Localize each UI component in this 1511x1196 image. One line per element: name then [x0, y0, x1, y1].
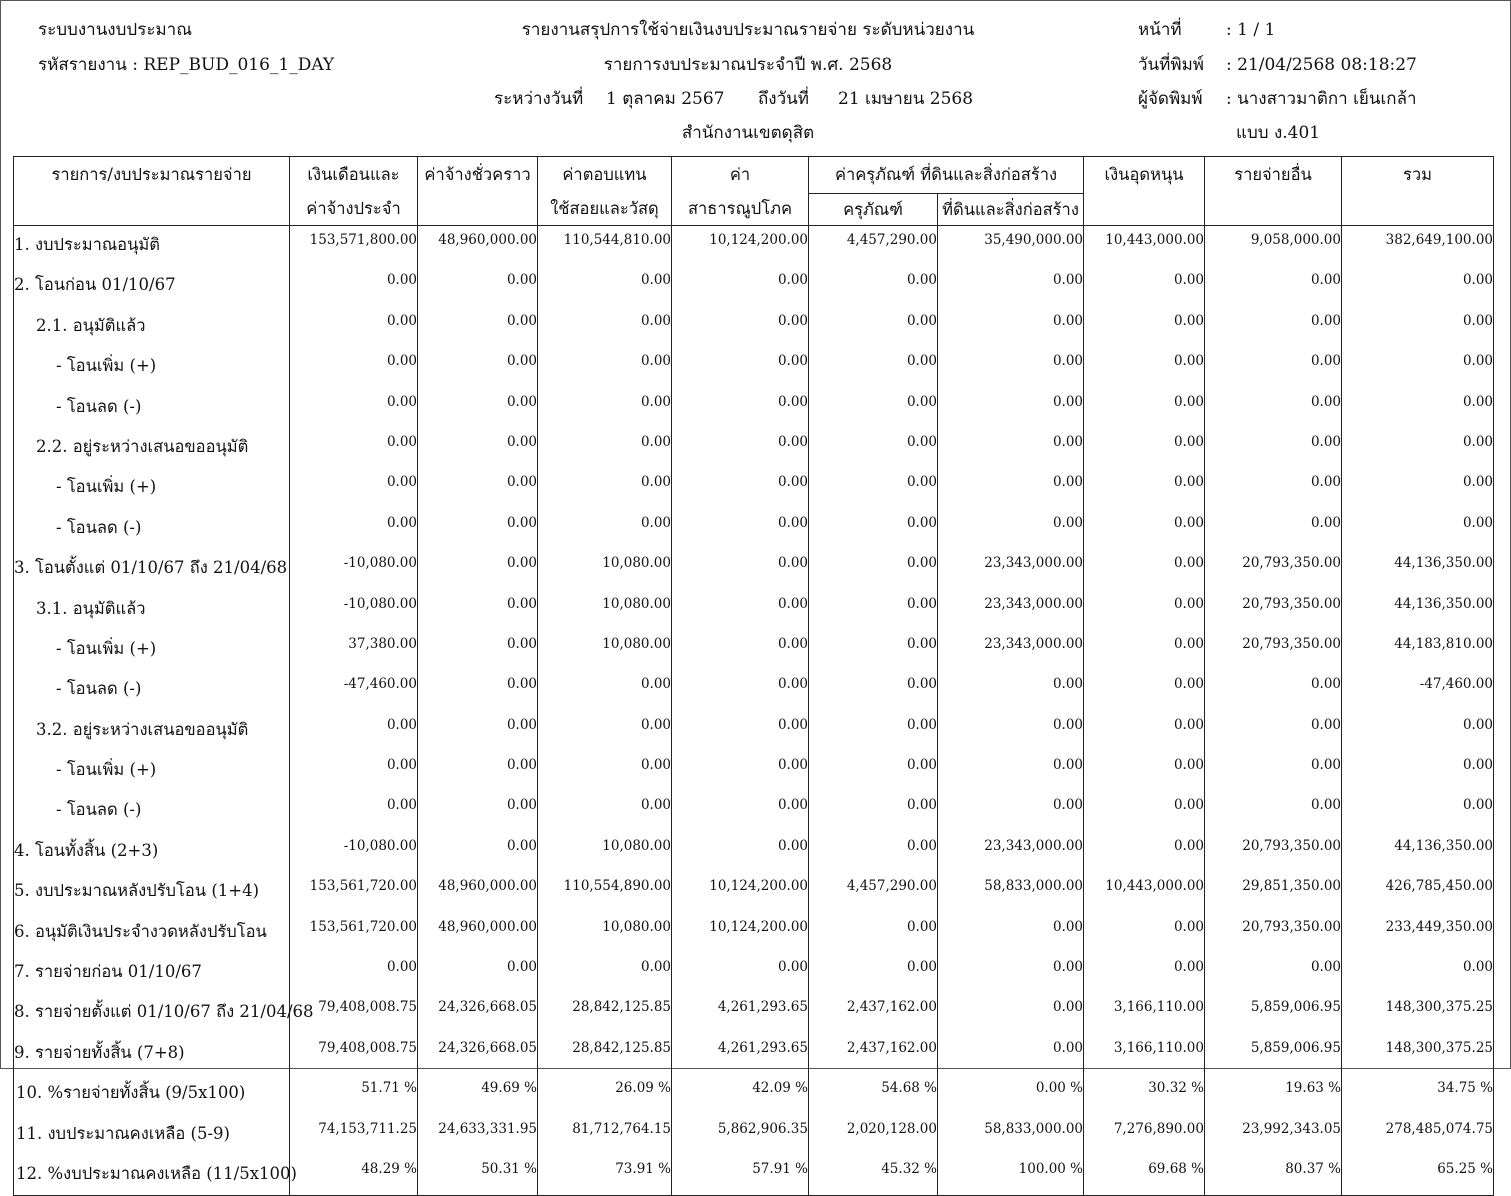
- table-row: [14, 266, 1494, 306]
- col-utilities-line1: ค่า: [729, 165, 751, 184]
- row-label: 9. รายจ่ายทั้งสิ้น (7+8): [14, 1034, 290, 1074]
- table-row: [14, 307, 1494, 347]
- row-label: 1. งบประมาณอนุมัติ: [14, 226, 290, 267]
- cell-value: 0.00: [809, 347, 938, 387]
- row-label: 2.2. อยู่ระหว่างเสนอขออนุมัติ: [14, 428, 290, 468]
- row-label: 2. โอนก่อน 01/10/67: [14, 266, 290, 306]
- cell-value: 0.00: [809, 791, 938, 831]
- cell-value: 0.00: [290, 953, 418, 993]
- cell-value: 0.00: [290, 307, 418, 347]
- cell-value: 0.00: [418, 791, 538, 831]
- cell-value: 58,833,000.00: [938, 1115, 1084, 1155]
- cell-value: 0.00: [938, 307, 1084, 347]
- cell-value: 0.00: [1084, 791, 1205, 831]
- cell-value: 0.00: [938, 791, 1084, 831]
- cell-value: 0.00: [809, 388, 938, 428]
- table-row: [14, 388, 1494, 428]
- cell-value: 73.91 %: [538, 1155, 672, 1196]
- row-label: - โอนลด (-): [14, 509, 290, 549]
- cell-value: 426,785,450.00: [1342, 872, 1494, 912]
- cell-value: -47,460.00: [290, 670, 418, 710]
- cell-value: 0.00: [1084, 509, 1205, 549]
- cell-value: 2,437,162.00: [809, 993, 938, 1033]
- cell-value: 0.00: [672, 266, 809, 306]
- cell-value: 0.00: [809, 670, 938, 710]
- table-row: [14, 1155, 1494, 1196]
- cell-value: 0.00: [418, 428, 538, 468]
- cell-value: 0.00: [1342, 428, 1494, 468]
- cell-value: 0.00: [1205, 670, 1342, 710]
- cell-value: 0.00: [418, 468, 538, 508]
- row-label: 8. รายจ่ายตั้งแต่ 01/10/67 ถึง 21/04/68: [14, 993, 290, 1033]
- cell-value: 0.00: [938, 347, 1084, 387]
- cell-value: 0.00: [290, 388, 418, 428]
- cell-value: 10,080.00: [538, 590, 672, 630]
- cell-value: 0.00: [809, 711, 938, 751]
- row-label: - โอนเพิ่ม (+): [14, 347, 290, 387]
- cell-value: 0.00: [809, 509, 938, 549]
- cell-value: 0.00: [418, 630, 538, 670]
- row-label: 10. %รายจ่ายทั้งสิ้น (9/5x100): [14, 1074, 290, 1114]
- cell-value: 0.00: [290, 428, 418, 468]
- cell-value: 0.00: [290, 791, 418, 831]
- cell-value: 0.00: [290, 266, 418, 306]
- cell-value: 2,437,162.00: [809, 1034, 938, 1074]
- row-label: 12. %งบประมาณคงเหลือ (11/5x100): [14, 1155, 290, 1196]
- cell-value: 50.31 %: [418, 1155, 538, 1196]
- system-name: ระบบงานงบประมาณ: [38, 20, 192, 40]
- cell-value: 0.00: [1342, 953, 1494, 993]
- col-utilities: [672, 157, 809, 226]
- cell-value: 0.00 %: [938, 1074, 1084, 1114]
- table-body: [14, 226, 1494, 1196]
- cell-value: 0.00: [1205, 307, 1342, 347]
- cell-value: 0.00: [809, 468, 938, 508]
- cell-value: 0.00: [418, 347, 538, 387]
- cell-value: 0.00: [538, 791, 672, 831]
- col-temp-wage: ค่าจ้างชั่วคราว: [418, 157, 538, 226]
- cell-value: 2,020,128.00: [809, 1115, 938, 1155]
- cell-value: 0.00: [1342, 266, 1494, 306]
- cell-value: 0.00: [418, 953, 538, 993]
- cell-value: 0.00: [938, 993, 1084, 1033]
- cell-value: 0.00: [672, 711, 809, 751]
- col-other: รายจ่ายอื่น: [1205, 157, 1342, 226]
- cell-value: 0.00: [538, 266, 672, 306]
- cell-value: 10,124,200.00: [672, 913, 809, 953]
- cell-value: 69.68 %: [1084, 1155, 1205, 1196]
- row-label: - โอนลด (-): [14, 791, 290, 831]
- cell-value: 10,443,000.00: [1084, 226, 1205, 267]
- cell-value: 26.09 %: [538, 1074, 672, 1114]
- cell-value: -10,080.00: [290, 549, 418, 589]
- cell-value: 0.00: [938, 1034, 1084, 1074]
- cell-value: 28,842,125.85: [538, 1034, 672, 1074]
- cell-value: 110,544,810.00: [538, 226, 672, 267]
- cell-value: -47,460.00: [1342, 670, 1494, 710]
- table-row: [14, 953, 1494, 993]
- cell-value: 0.00: [672, 791, 809, 831]
- cell-value: 0.00: [1084, 913, 1205, 953]
- cell-value: 10,080.00: [538, 630, 672, 670]
- cell-value: 23,343,000.00: [938, 590, 1084, 630]
- cell-value: 0.00: [1084, 388, 1205, 428]
- cell-value: 0.00: [538, 307, 672, 347]
- cell-value: 20,793,350.00: [1205, 913, 1342, 953]
- cell-value: 0.00: [418, 670, 538, 710]
- report-title: รายงานสรุปการใช้จ่ายเงินงบประมาณรายจ่าย ระดับหน่วยงาน: [521, 20, 975, 40]
- cell-value: 0.00: [809, 307, 938, 347]
- row-label: 2.1. อนุมัติแล้ว: [14, 307, 290, 347]
- cell-value: 0.00: [938, 509, 1084, 549]
- table-row: [14, 347, 1494, 387]
- cell-value: 148,300,375.25: [1342, 993, 1494, 1033]
- cell-value: 0.00: [1205, 428, 1342, 468]
- row-label: - โอนเพิ่ม (+): [14, 468, 290, 508]
- cell-value: 0.00: [1084, 347, 1205, 387]
- cell-value: 153,561,720.00: [290, 913, 418, 953]
- cell-value: 0.00: [418, 509, 538, 549]
- cell-value: 0.00: [809, 590, 938, 630]
- table-row: [14, 832, 1494, 872]
- cell-value: 0.00: [672, 630, 809, 670]
- report-code: รหัสรายงาน : REP_BUD_016_1_DAY: [38, 55, 335, 75]
- cell-value: 48,960,000.00: [418, 872, 538, 912]
- col-land: ที่ดินและสิ่งก่อสร้าง: [938, 194, 1084, 226]
- cell-value: 10,080.00: [538, 913, 672, 953]
- cell-value: 0.00: [538, 711, 672, 751]
- cell-value: 0.00: [418, 549, 538, 589]
- cell-value: 44,136,350.00: [1342, 590, 1494, 630]
- cell-value: 0.00: [938, 388, 1084, 428]
- cell-value: 23,343,000.00: [938, 832, 1084, 872]
- cell-value: 0.00: [538, 953, 672, 993]
- report-subtitle: รายการงบประมาณประจำปี พ.ศ. 2568: [603, 55, 893, 75]
- row-label: - โอนลด (-): [14, 388, 290, 428]
- cell-value: 24,326,668.05: [418, 1034, 538, 1074]
- cell-value: 0.00: [1342, 388, 1494, 428]
- cell-value: 0.00: [672, 751, 809, 791]
- cell-value: 0.00: [809, 630, 938, 670]
- cell-value: 0.00: [1205, 388, 1342, 428]
- cell-value: 0.00: [418, 590, 538, 630]
- row-label: - โอนเพิ่ม (+): [14, 751, 290, 791]
- cell-value: 23,343,000.00: [938, 549, 1084, 589]
- cell-value: 5,859,006.95: [1205, 993, 1342, 1033]
- cell-value: 0.00: [538, 347, 672, 387]
- cell-value: 0.00: [809, 913, 938, 953]
- cell-value: 57.91 %: [672, 1155, 809, 1196]
- cell-value: 10,124,200.00: [672, 872, 809, 912]
- cell-value: 0.00: [1084, 630, 1205, 670]
- cell-value: 20,793,350.00: [1205, 549, 1342, 589]
- cell-value: 0.00: [1205, 468, 1342, 508]
- cell-value: 4,457,290.00: [809, 226, 938, 267]
- cell-value: 42.09 %: [672, 1074, 809, 1114]
- cell-value: 0.00: [418, 711, 538, 751]
- cell-value: 0.00: [1084, 832, 1205, 872]
- cell-value: 0.00: [290, 751, 418, 791]
- cell-value: 79,408,008.75: [290, 1034, 418, 1074]
- col-total: รวม: [1342, 157, 1494, 226]
- cell-value: 278,485,074.75: [1342, 1115, 1494, 1155]
- cell-value: 0.00: [418, 388, 538, 428]
- cell-value: 81,712,764.15: [538, 1115, 672, 1155]
- cell-value: 0.00: [938, 468, 1084, 508]
- cell-value: 49.69 %: [418, 1074, 538, 1114]
- cell-value: 0.00: [1342, 711, 1494, 751]
- cell-value: 110,554,890.00: [538, 872, 672, 912]
- cell-value: 0.00: [938, 428, 1084, 468]
- col-salary: [290, 157, 418, 226]
- row-label: 5. งบประมาณหลังปรับโอน (1+4): [14, 872, 290, 912]
- cell-value: 0.00: [1205, 711, 1342, 751]
- cell-value: 0.00: [809, 953, 938, 993]
- cell-value: 0.00: [672, 953, 809, 993]
- cell-value: 10,080.00: [538, 549, 672, 589]
- col-utilities-line2: สาธารณูปโภค: [687, 199, 793, 218]
- row-label: 7. รายจ่ายก่อน 01/10/67: [14, 953, 290, 993]
- cell-value: 0.00: [1084, 751, 1205, 791]
- table-row: [14, 1034, 1494, 1074]
- cell-value: 0.00: [1084, 549, 1205, 589]
- cell-value: 0.00: [1342, 468, 1494, 508]
- cell-value: 0.00: [938, 913, 1084, 953]
- cell-value: 0.00: [1342, 791, 1494, 831]
- table-row: [14, 590, 1494, 630]
- budget-table: [13, 156, 1494, 1196]
- cell-value: 0.00: [672, 509, 809, 549]
- cell-value: 28,842,125.85: [538, 993, 672, 1033]
- col-subsidy: เงินอุดหนุน: [1084, 157, 1205, 226]
- table-row: [14, 913, 1494, 953]
- cell-value: 0.00: [938, 670, 1084, 710]
- cell-value: 48,960,000.00: [418, 226, 538, 267]
- cell-value: 0.00: [672, 590, 809, 630]
- table-row: [14, 468, 1494, 508]
- cell-value: 0.00: [809, 549, 938, 589]
- cell-value: 35,490,000.00: [938, 226, 1084, 267]
- cell-value: 23,992,343.05: [1205, 1115, 1342, 1155]
- cell-value: 0.00: [672, 307, 809, 347]
- cell-value: 0.00: [1205, 509, 1342, 549]
- cell-value: 0.00: [672, 832, 809, 872]
- cell-value: 0.00: [1205, 751, 1342, 791]
- cell-value: 20,793,350.00: [1205, 630, 1342, 670]
- table-row: [14, 670, 1494, 710]
- period-from: 1 ตุลาคม 2567: [606, 89, 725, 109]
- table-row: [14, 791, 1494, 831]
- table-row: [14, 751, 1494, 791]
- row-label: 6. อนุมัติเงินประจำงวดหลังปรับโอน: [14, 913, 290, 953]
- cell-value: 0.00: [418, 266, 538, 306]
- cell-value: -10,080.00: [290, 590, 418, 630]
- cell-value: 0.00: [418, 751, 538, 791]
- page-label: หน้าที่: [1138, 20, 1182, 40]
- col-salary-line1: เงินเดือนและ: [307, 165, 400, 184]
- cell-value: 0.00: [1084, 670, 1205, 710]
- cell-value: 51.71 %: [290, 1074, 418, 1114]
- table-row: [14, 428, 1494, 468]
- cell-value: 4,261,293.65: [672, 993, 809, 1033]
- cell-value: 0.00: [809, 832, 938, 872]
- cell-value: 0.00: [672, 347, 809, 387]
- office-name: สำนักงานเขตดุสิต: [681, 123, 815, 143]
- cell-value: 0.00: [809, 428, 938, 468]
- cell-value: 10,080.00: [538, 832, 672, 872]
- cell-value: 0.00: [672, 428, 809, 468]
- row-label: - โอนลด (-): [14, 670, 290, 710]
- cell-value: 0.00: [290, 509, 418, 549]
- cell-value: 44,183,810.00: [1342, 630, 1494, 670]
- cell-value: 0.00: [1342, 307, 1494, 347]
- cell-value: 0.00: [938, 266, 1084, 306]
- row-label: 3.1. อนุมัติแล้ว: [14, 590, 290, 630]
- cell-value: 54.68 %: [809, 1074, 938, 1114]
- cell-value: 0.00: [672, 468, 809, 508]
- table-row: [14, 226, 1494, 267]
- cell-value: 0.00: [538, 509, 672, 549]
- cell-value: 44,136,350.00: [1342, 832, 1494, 872]
- cell-value: 0.00: [672, 549, 809, 589]
- table-row: [14, 630, 1494, 670]
- cell-value: 0.00: [1084, 953, 1205, 993]
- cell-value: 58,833,000.00: [938, 872, 1084, 912]
- cell-value: 24,633,331.95: [418, 1115, 538, 1155]
- cell-value: 100.00 %: [938, 1155, 1084, 1196]
- cell-value: 45.32 %: [809, 1155, 938, 1196]
- cell-value: 4,261,293.65: [672, 1034, 809, 1074]
- col-capital-group: ค่าครุภัณฑ์ ที่ดินและสิ่งก่อสร้าง: [809, 157, 1084, 194]
- cell-value: 0.00: [1342, 347, 1494, 387]
- cell-value: 10,443,000.00: [1084, 872, 1205, 912]
- cell-value: 0.00: [538, 468, 672, 508]
- col-compensation-line2: ใช้สอยและวัสดุ: [550, 199, 659, 218]
- cell-value: 0.00: [938, 751, 1084, 791]
- cell-value: 0.00: [938, 711, 1084, 751]
- cell-value: 0.00: [1205, 347, 1342, 387]
- row-label: 11. งบประมาณคงเหลือ (5-9): [14, 1115, 290, 1155]
- cell-value: 48.29 %: [290, 1155, 418, 1196]
- table-row: [14, 509, 1494, 549]
- cell-value: 0.00: [1084, 266, 1205, 306]
- cell-value: 0.00: [672, 388, 809, 428]
- cell-value: 0.00: [290, 711, 418, 751]
- form-code: แบบ ง.401: [1236, 123, 1321, 143]
- cell-value: 37,380.00: [290, 630, 418, 670]
- cell-value: 0.00: [1342, 509, 1494, 549]
- cell-value: 0.00: [538, 428, 672, 468]
- col-compensation: [538, 157, 672, 226]
- cell-value: 20,793,350.00: [1205, 832, 1342, 872]
- cell-value: 29,851,350.00: [1205, 872, 1342, 912]
- cell-value: 5,862,906.35: [672, 1115, 809, 1155]
- cell-value: 3,166,110.00: [1084, 1034, 1205, 1074]
- printed-by: : นางสาวมาติกา เย็นเกล้า: [1226, 89, 1417, 109]
- cell-value: 44,136,350.00: [1342, 549, 1494, 589]
- cell-value: 7,276,890.00: [1084, 1115, 1205, 1155]
- table-row: [14, 1074, 1494, 1114]
- cell-value: 30.32 %: [1084, 1074, 1205, 1114]
- table-row: [14, 549, 1494, 589]
- cell-value: 0.00: [938, 953, 1084, 993]
- cell-value: 9,058,000.00: [1205, 226, 1342, 267]
- cell-value: 153,561,720.00: [290, 872, 418, 912]
- cell-value: 74,153,711.25: [290, 1115, 418, 1155]
- cell-value: 0.00: [809, 751, 938, 791]
- cell-value: 0.00: [290, 468, 418, 508]
- cell-value: 0.00: [1084, 428, 1205, 468]
- cell-value: 148,300,375.25: [1342, 1034, 1494, 1074]
- cell-value: 0.00: [538, 388, 672, 428]
- cell-value: 0.00: [1205, 266, 1342, 306]
- cell-value: 23,343,000.00: [938, 630, 1084, 670]
- cell-value: 4,457,290.00: [809, 872, 938, 912]
- period-to: 21 เมษายน 2568: [838, 89, 974, 109]
- cell-value: 24,326,668.05: [418, 993, 538, 1033]
- cell-value: 0.00: [538, 751, 672, 791]
- cell-value: 34.75 %: [1342, 1074, 1494, 1114]
- cell-value: 0.00: [1084, 590, 1205, 630]
- row-label: 3.2. อยู่ระหว่างเสนอขออนุมัติ: [14, 711, 290, 751]
- cell-value: 0.00: [290, 347, 418, 387]
- cell-value: 3,166,110.00: [1084, 993, 1205, 1033]
- print-date-label: วันที่พิมพ์: [1138, 55, 1204, 75]
- cell-value: 0.00: [418, 832, 538, 872]
- cell-value: 0.00: [1205, 791, 1342, 831]
- cell-value: 382,649,100.00: [1342, 226, 1494, 267]
- row-label: 3. โอนตั้งแต่ 01/10/67 ถึง 21/04/68: [14, 549, 290, 589]
- cell-value: 0.00: [1342, 751, 1494, 791]
- cell-value: 5,859,006.95: [1205, 1034, 1342, 1074]
- cell-value: 48,960,000.00: [418, 913, 538, 953]
- row-label: - โอนเพิ่ม (+): [14, 630, 290, 670]
- cell-value: 65.25 %: [1342, 1155, 1494, 1196]
- printed-by-label: ผู้จัดพิมพ์: [1138, 89, 1203, 109]
- cell-value: 19.63 %: [1205, 1074, 1342, 1114]
- cell-value: 0.00: [1084, 307, 1205, 347]
- cell-value: 233,449,350.00: [1342, 913, 1494, 953]
- col-equipment: ครุภัณฑ์: [809, 194, 938, 226]
- table-row: [14, 993, 1494, 1033]
- cell-value: 10,124,200.00: [672, 226, 809, 267]
- table-row: [14, 1115, 1494, 1155]
- cell-value: 79,408,008.75: [290, 993, 418, 1033]
- cell-value: 0.00: [809, 266, 938, 306]
- period-from-label: ระหว่างวันที่: [494, 89, 584, 109]
- cell-value: 0.00: [1084, 468, 1205, 508]
- table-row: [14, 872, 1494, 912]
- cell-value: 0.00: [1084, 711, 1205, 751]
- row-label: 4. โอนทั้งสิ้น (2+3): [14, 832, 290, 872]
- cell-value: 0.00: [672, 670, 809, 710]
- period-to-label: ถึงวันที่: [758, 89, 809, 109]
- page-number: : 1 / 1: [1226, 20, 1276, 40]
- table-row: [14, 711, 1494, 751]
- cell-value: 20,793,350.00: [1205, 590, 1342, 630]
- print-date: : 21/04/2568 08:18:27: [1226, 55, 1417, 75]
- col-salary-line2: ค่าจ้างประจำ: [306, 199, 401, 218]
- cell-value: 153,571,800.00: [290, 226, 418, 267]
- cell-value: 0.00: [1205, 953, 1342, 993]
- cell-value: 0.00: [418, 307, 538, 347]
- cell-value: 0.00: [538, 670, 672, 710]
- col-item: รายการ/งบประมาณรายจ่าย: [14, 157, 290, 226]
- col-compensation-line1: ค่าตอบแทน: [562, 165, 647, 184]
- cell-value: -10,080.00: [290, 832, 418, 872]
- cell-value: 80.37 %: [1205, 1155, 1342, 1196]
